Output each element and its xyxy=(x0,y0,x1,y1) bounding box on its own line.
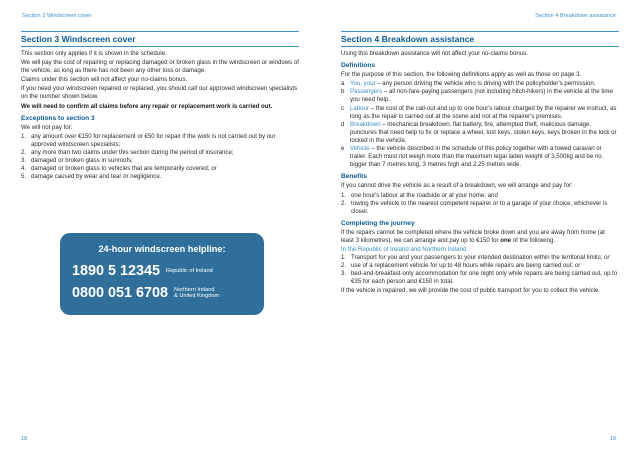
helpline-row-uk xyxy=(72,285,219,301)
definition-item: c Labour – the cost of the call-out and up to one hour's labour charged by the repairer we instruct, as long as the repair is carried out at the scene and not at the repairer's premises. xyxy=(341,104,617,120)
paragraph: Using this breakdown assistance will not affect your no-claims bonus. xyxy=(341,50,528,57)
paragraph: This section only applies if it is shown in the schedule. xyxy=(21,50,167,57)
definition-item: b Passengers – all non-fare-paying passengers (not including hitch-hikers) in the vehicle at the time you need help. xyxy=(341,88,613,104)
helpline-number-uk[interactable]: 0800 051 6708 xyxy=(72,285,169,301)
definition-item: d Breakdown – mechanical breakdown, flat battery, fire, attempted theft, malicious damage, punctures that need help to fix or replace a wheel, lost keys, stolen keys, keys broken in the lock or locked in the vehicle. xyxy=(341,120,617,144)
definition-term: Labour xyxy=(350,104,369,112)
exceptions-list xyxy=(21,133,299,182)
section-4-title: Section 4 Breakdown assistance xyxy=(341,31,619,47)
right-page xyxy=(319,0,638,453)
page-number-right: 19 xyxy=(609,436,616,442)
list-item: 2. towing the vehicle to the nearest competent repairer or to a garage of your choice, whichever is closer. xyxy=(341,199,608,215)
definitions-list xyxy=(341,80,619,169)
definition-term: You, your xyxy=(350,80,376,88)
list-item xyxy=(21,157,299,165)
paragraph: If you need your windscreen repaired or replaced, you should call our approved windscreen specialists on the number shown below. xyxy=(21,85,298,101)
list-number: 5. xyxy=(21,173,27,181)
list-item xyxy=(21,165,299,173)
list-number: 1. xyxy=(21,132,27,140)
journey-heading: Completing the journey xyxy=(341,219,415,227)
list-item: 1. one hour's labour at the roadside or at your home; and xyxy=(341,191,498,199)
list-item xyxy=(21,173,299,181)
section-3-title: Section 3 Windscreen cover xyxy=(21,31,299,47)
running-head-left: Section 3 Windscreen cover xyxy=(22,13,92,19)
list-text: any more than two claims under this section during the period of insurance; xyxy=(31,149,234,157)
list-text: damage caused by wear and tear or negligence. xyxy=(31,173,162,181)
benefits-heading: Benefits xyxy=(341,173,368,181)
paragraph: We will pay the cost of repairing or replacing damaged or broken glass in the windscreen or windows of the vehicle, as long as there has not been any other loss or damage. xyxy=(21,59,299,75)
definitions-heading: Definitions xyxy=(341,62,376,70)
list-number: 4. xyxy=(21,165,27,173)
definition-term: Passengers xyxy=(350,88,383,96)
list-item: 2. use of a replacement vehicle for up to 48 hours while repairs are being carried out; or xyxy=(341,262,581,270)
list-number: 3. xyxy=(21,157,27,165)
journey-region: In the Republic of Ireland and Northern Ireland xyxy=(341,246,467,254)
page-number-left: 18 xyxy=(21,436,28,442)
journey-outro: If the vehicle is repaired, we will provide the cost of public transport for you to collect the vehicle. xyxy=(341,286,601,294)
helpline-label-roi: Republic of Ireland xyxy=(166,267,213,274)
helpline-label-uk: Northern Ireland & United Kingdom xyxy=(174,286,220,299)
definitions-intro: For the purpose of this section, the following definitions apply as well as those on page 3. xyxy=(341,71,582,79)
running-head-right: Section 4 Breakdown assistance xyxy=(535,13,616,19)
list-item: 1. Transport for you and your passengers to your intended destination within the territorial limits; or xyxy=(341,254,610,262)
journey-intro: If the repairs cannot be completed where the vehicle broke down and you are away from home (at least 3 kilometres), we can arrange and pay up to €150 for one of the following. xyxy=(341,228,605,244)
paragraph: Claims under this section will not affect your no-claims bonus. xyxy=(21,76,188,84)
list-text: any amount over €150 for replacement or €50 for repair if the work is not carried out by our approved windscreen specialists; xyxy=(31,132,276,148)
list-item xyxy=(21,133,299,149)
section-3-column xyxy=(21,31,299,181)
windscreen-helpline-box xyxy=(60,233,264,315)
definition-item: a You, your – any person driving the vehicle who is driving with the policyholder's permission. xyxy=(341,80,596,88)
section-4-column xyxy=(341,31,619,296)
definition-item: e Vehicle – the vehicle described in the schedule of this policy together with a towed caravan or trailer. Each must not weigh more than the maximum legal laden weight of 3,500kg and be no bigger than 7 metres long, 3 metres high and 2.25 metres wide. xyxy=(341,145,602,169)
helpline-title: 24-hour windscreen helpline: xyxy=(98,244,226,254)
exceptions-intro: We will not pay for: xyxy=(21,123,73,131)
definition-term: Breakdown xyxy=(350,120,381,128)
definition-term: Vehicle xyxy=(350,145,370,153)
list-number: 2. xyxy=(21,149,27,157)
list-text: damaged or broken glass in sunroofs; xyxy=(31,157,133,165)
journey-list xyxy=(341,254,619,286)
benefits-list xyxy=(341,192,619,216)
list-text: damaged or broken glass to vehicles that are temporarily covered; or xyxy=(31,165,217,173)
bold-notice: We will need to confirm all claims before any repair or replacement work is carried out. xyxy=(21,102,273,110)
benefits-intro: If you cannot drive the vehicle as a result of a breakdown, we will arrange and pay for: xyxy=(341,182,573,190)
list-item: 3. bed-and-breakfast-only accommodation for one night only while repairs are being carried out, up to €35 for each person and €150 in total. xyxy=(341,270,618,286)
helpline-number-roi[interactable]: 1890 5 12345 xyxy=(72,263,161,279)
exceptions-heading: Exceptions to section 3 xyxy=(21,114,95,122)
list-item xyxy=(21,149,299,157)
helpline-row-roi xyxy=(72,263,213,279)
